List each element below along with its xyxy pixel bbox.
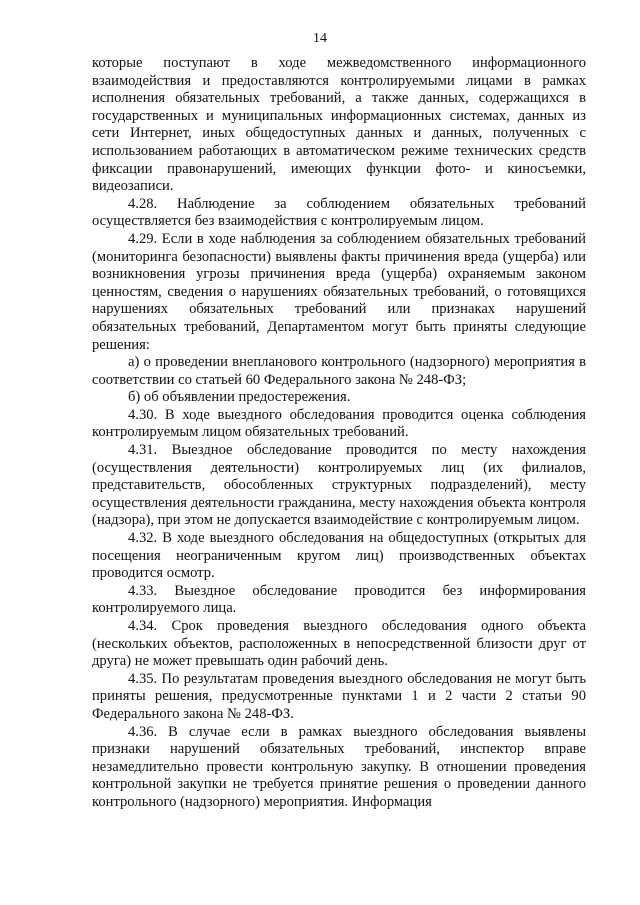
paragraph-continuation: которые поступают в ходе межведомственного информационного взаимодействия и предоставляются контролируемыми лицами в рамках исполнения обязательных требований, а также данных, содержащихся в государственных и муниципальных информационных системах, данных из сети Интернет, иных общедоступных данных и данных, полученных с использованием работающих в автоматическом режиме технических средств фиксации правонарушений, имеющих функции фото- и киносъемки, видеозаписи. <box>92 55 586 195</box>
paragraph-4-34: 4.34. Срок проведения выездного обследования одного объекта (нескольких объектов, расположенных в непосредственной близости друг от друга) не может превышать один рабочий день. <box>92 618 586 670</box>
paragraph-4-36: 4.36. В случае если в рамках выездного обследования выявлены признаки нарушений обязательных требований, инспектор вправе незамедлительно провести контрольную закупку. В отношении проведения контрольной закупки не требуется принятие решения о проведении данного контрольного (надзорного) мероприятия. Информация <box>92 723 586 810</box>
paragraph-4-29-a: а) о проведении внепланового контрольного (надзорного) мероприятия в соответствии со статьей 60 Федерального закона № 248-ФЗ; <box>92 354 586 388</box>
document-body <box>92 55 586 812</box>
paragraph-4-29: 4.29. Если в ходе наблюдения за соблюдением обязательных требований (мониторинга безопасности) выявлены факты причинения вреда (ущерба) или возникновения угрозы причинения вреда (ущерба) охраняемым законом ценностям, сведения о нарушениях обязательных требований, о готовящихся нарушениях обязательных требований или признаках нарушений обязательных требований, Департаментом могут быть приняты следующие решения: <box>92 230 586 353</box>
paragraph-4-33: 4.33. Выездное обследование проводится без информирования контролируемого лица. <box>92 582 586 617</box>
paragraph-4-29-b: б) об объявлении предостережения. <box>128 389 351 406</box>
page-number: 14 <box>313 31 327 46</box>
paragraph-4-32: 4.32. В ходе выездного обследования на общедоступных (открытых для посещения неограниченным кругом лиц) производственных объектах проводится осмотр. <box>92 530 586 582</box>
paragraph-4-28: 4.28. Наблюдение за соблюдением обязательных требований осуществляется без взаимодействия с контролируемым лицом. <box>92 195 586 230</box>
paragraph-4-35: 4.35. По результатам проведения выездного обследования не могут быть приняты решения, предусмотренные пунктами 1 и 2 части 2 статьи 90 Федерального закона № 248-ФЗ. <box>92 670 586 722</box>
paragraph-4-30: 4.30. В ходе выездного обследования проводится оценка соблюдения контролируемым лицом обязательных требований. <box>92 406 586 441</box>
paragraph-4-31: 4.31. Выездное обследование проводится по месту нахождения (осуществления деятельности) контролируемых лиц (их филиалов, представительств, обособленных структурных подразделений), месту осуществления деятельности гражданина, месту нахождения объекта контроля (надзора), при этом не допускается взаимодействие с контролируемым лицом. <box>92 442 586 529</box>
